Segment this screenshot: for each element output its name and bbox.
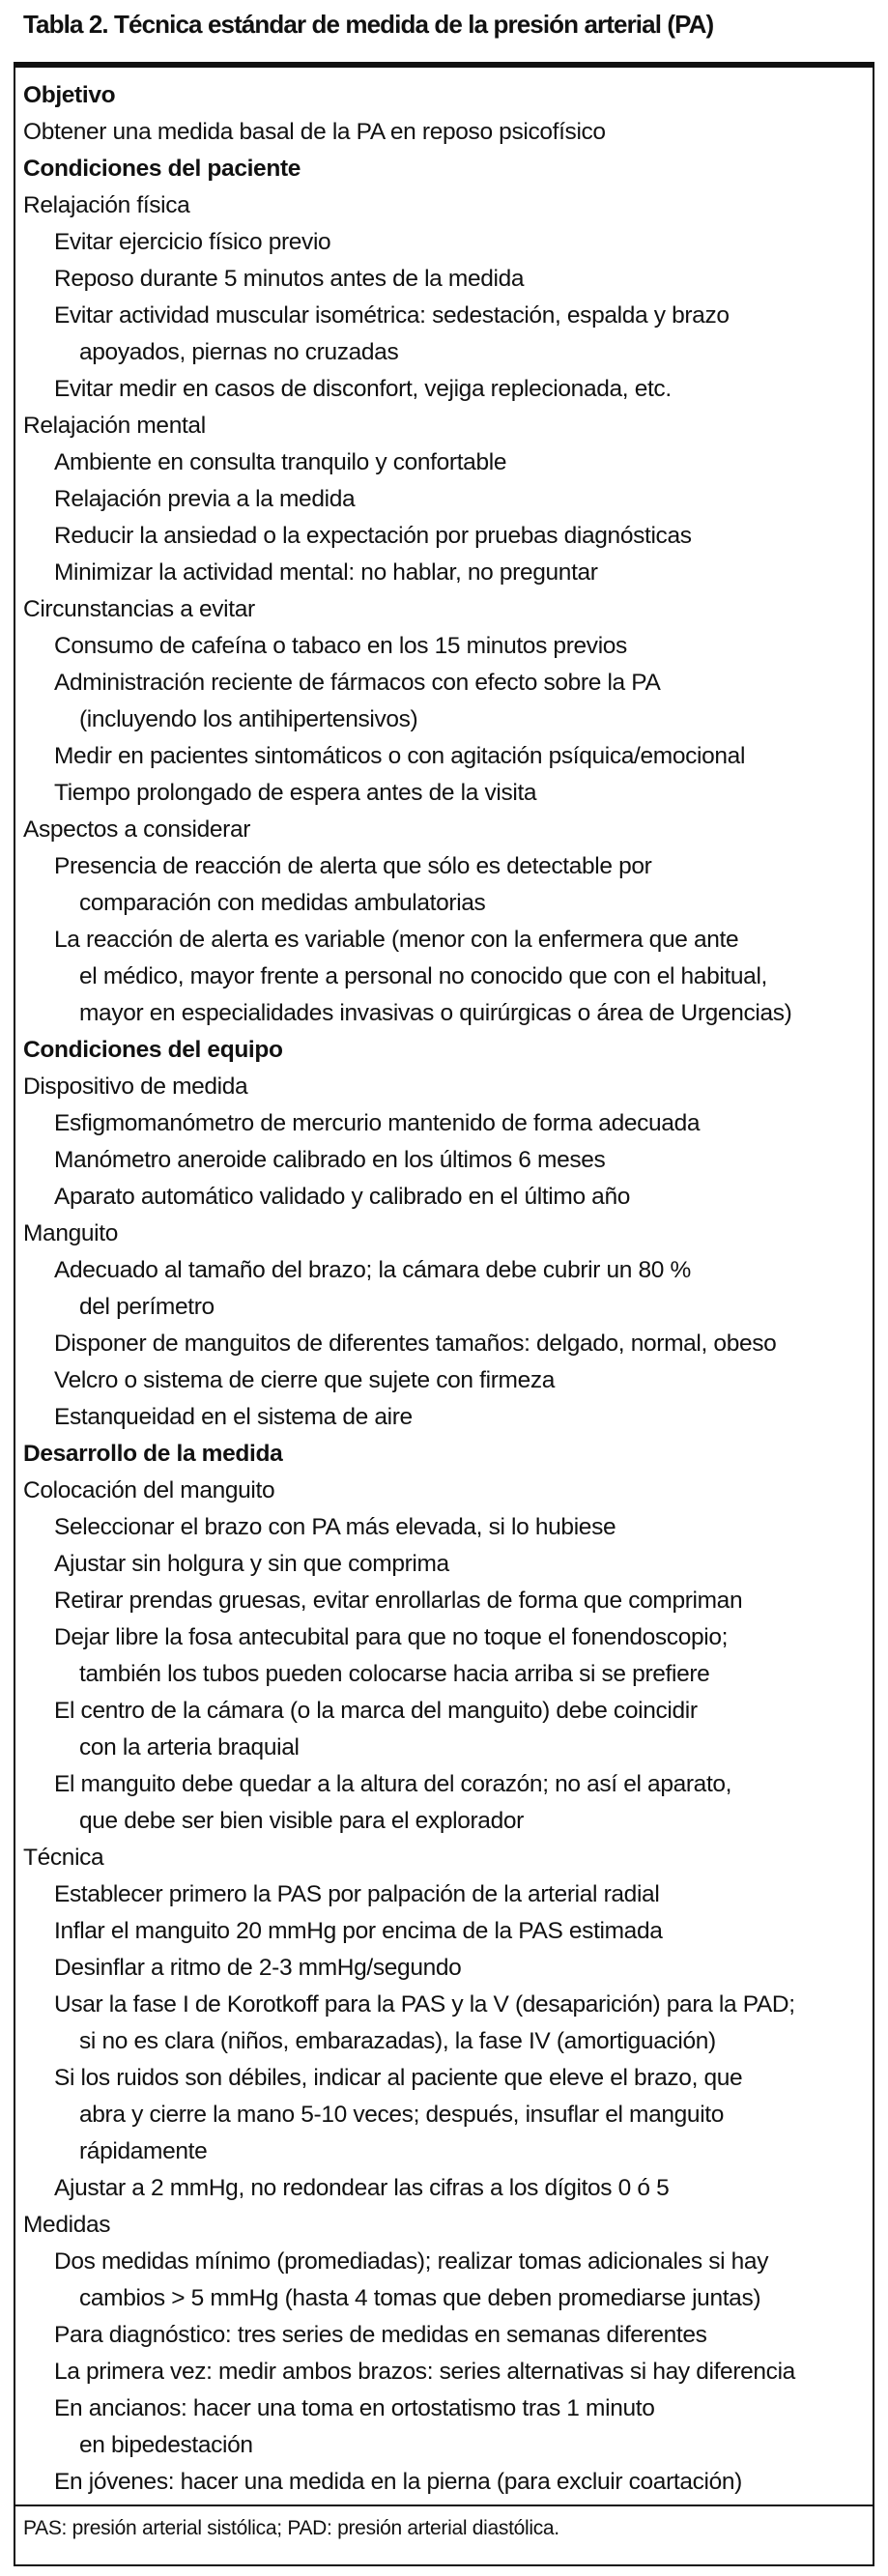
list-item: cambios > 5 mmHg (hasta 4 tomas que deben promediarse juntas) [79,2285,761,2311]
list-item: Medir en pacientes sintomáticos o con agitación psíquica/emocional [54,743,746,769]
section-heading: Condiciones del paciente [23,156,301,182]
list-item: Evitar actividad muscular isométrica: sedestación, espalda y brazo [54,302,730,329]
list-item: Estanqueidad en el sistema de aire [54,1404,413,1430]
list-item: En jóvenes: hacer una medida en la pierna (para excluir coartación) [54,2469,742,2495]
list-item: Minimizar la actividad mental: no hablar, no preguntar [54,559,598,586]
subsection-heading: Aspectos a considerar [23,816,251,843]
subsection-heading: Relajación mental [23,413,206,439]
list-item: Esfigmomanómetro de mercurio mantenido de forma adecuada [54,1110,701,1136]
footnote: PAS: presión arterial sistólica; PAD: presión arterial diastólica. [23,2517,559,2539]
list-item: Relajación previa a la medida [54,486,356,512]
list-item: Establecer primero la PAS por palpación de la arterial radial [54,1881,660,1907]
list-item: si no es clara (niños, embarazadas), la fase IV (amortiguación) [79,2028,716,2054]
list-item: Velcro o sistema de cierre que sujete con firmeza [54,1367,556,1393]
list-item: Adecuado al tamaño del brazo; la cámara debe cubrir un 80 % [54,1257,691,1283]
subsection-heading: Obtener una medida basal de la PA en reposo psicofísico [23,119,606,145]
list-item: Reposo durante 5 minutos antes de la medida [54,266,525,292]
list-item: mayor en especialidades invasivas o quirúrgicas o área de Urgencias) [79,1000,792,1026]
table-title: Tabla 2. Técnica estándar de medida de la presión arterial (PA) [23,10,714,39]
subsection-heading: Manguito [23,1220,118,1246]
list-item: Ambiente en consulta tranquilo y confortable [54,449,507,475]
list-item: comparación con medidas ambulatorias [79,890,486,916]
subsection-heading: Técnica [23,1845,104,1871]
list-item: El centro de la cámara (o la marca del manguito) debe coincidir [54,1698,698,1724]
list-item: Ajustar a 2 mmHg, no redondear las cifras a los dígitos 0 ó 5 [54,2175,670,2201]
list-item: el médico, mayor frente a personal no conocido que con el habitual, [79,963,768,989]
list-item: La primera vez: medir ambos brazos: series alternativas si hay diferencia [54,2359,795,2385]
subsection-heading: Colocación del manguito [23,1477,275,1503]
subsection-heading: Medidas [23,2212,111,2238]
list-item: Retirar prendas gruesas, evitar enrollarlas de forma que compriman [54,1588,743,1614]
list-item: Evitar medir en casos de disconfort, vejiga replecionada, etc. [54,376,672,402]
list-item: del perímetro [79,1294,215,1320]
section-heading: Desarrollo de la medida [23,1441,283,1467]
list-item: en bipedestación [79,2432,253,2458]
list-item: Desinflar a ritmo de 2-3 mmHg/segundo [54,1955,462,1981]
list-item: Dejar libre la fosa antecubital para que no toque el fonendoscopio; [54,1624,729,1650]
list-item: apoyados, piernas no cruzadas [79,339,399,365]
list-item: Evitar ejercicio físico previo [54,229,331,255]
list-item: Administración reciente de fármacos con efecto sobre la PA [54,670,661,696]
list-item: La reacción de alerta es variable (menor con la enfermera que ante [54,927,739,953]
list-item: Reducir la ansiedad o la expectación por pruebas diagnósticas [54,523,692,549]
subsection-heading: Dispositivo de medida [23,1073,248,1100]
section-heading: Objetivo [23,82,116,108]
list-item: En ancianos: hacer una toma en ortostatismo tras 1 minuto [54,2395,655,2421]
table-top-rule [14,62,874,68]
list-item: (incluyendo los antihipertensivos) [79,706,418,732]
list-item: Presencia de reacción de alerta que sólo es detectable por [54,853,652,879]
list-item: Disponer de manguitos de diferentes tamaños: delgado, normal, obeso [54,1331,777,1357]
list-item: Dos medidas mínimo (promediadas); realizar tomas adicionales si hay [54,2248,769,2275]
section-heading: Condiciones del equipo [23,1037,283,1063]
list-item: Seleccionar el brazo con PA más elevada, si lo hubiese [54,1514,616,1540]
list-item: también los tubos pueden colocarse hacia arriba si se prefiere [79,1661,710,1687]
subsection-heading: Relajación física [23,192,190,218]
list-item: Si los ruidos son débiles, indicar al paciente que eleve el brazo, que [54,2065,743,2091]
list-item: Manómetro aneroide calibrado en los últimos 6 meses [54,1147,606,1173]
list-item: Inflar el manguito 20 mmHg por encima de la PAS estimada [54,1918,663,1944]
list-item: Aparato automático validado y calibrado en el último año [54,1184,630,1210]
subsection-heading: Circunstancias a evitar [23,596,255,622]
footnote-rule [14,2504,874,2506]
list-item: que debe ser bien visible para el explorador [79,1808,524,1834]
list-item: abra y cierre la mano 5-10 veces; después, insuflar el manguito [79,2102,725,2128]
list-item: Consumo de cafeína o tabaco en los 15 minutos previos [54,633,627,659]
list-item: rápidamente [79,2138,208,2164]
list-item: Para diagnóstico: tres series de medidas en semanas diferentes [54,2322,707,2348]
table-body [23,77,868,2501]
list-item: El manguito debe quedar a la altura del corazón; no así el aparato, [54,1771,732,1797]
list-item: Tiempo prolongado de espera antes de la visita [54,780,537,806]
list-item: Usar la fase I de Korotkoff para la PAS y la V (desaparición) para la PAD; [54,1991,795,2018]
list-item: Ajustar sin holgura y sin que comprima [54,1551,449,1577]
list-item: con la arteria braquial [79,1734,300,1760]
